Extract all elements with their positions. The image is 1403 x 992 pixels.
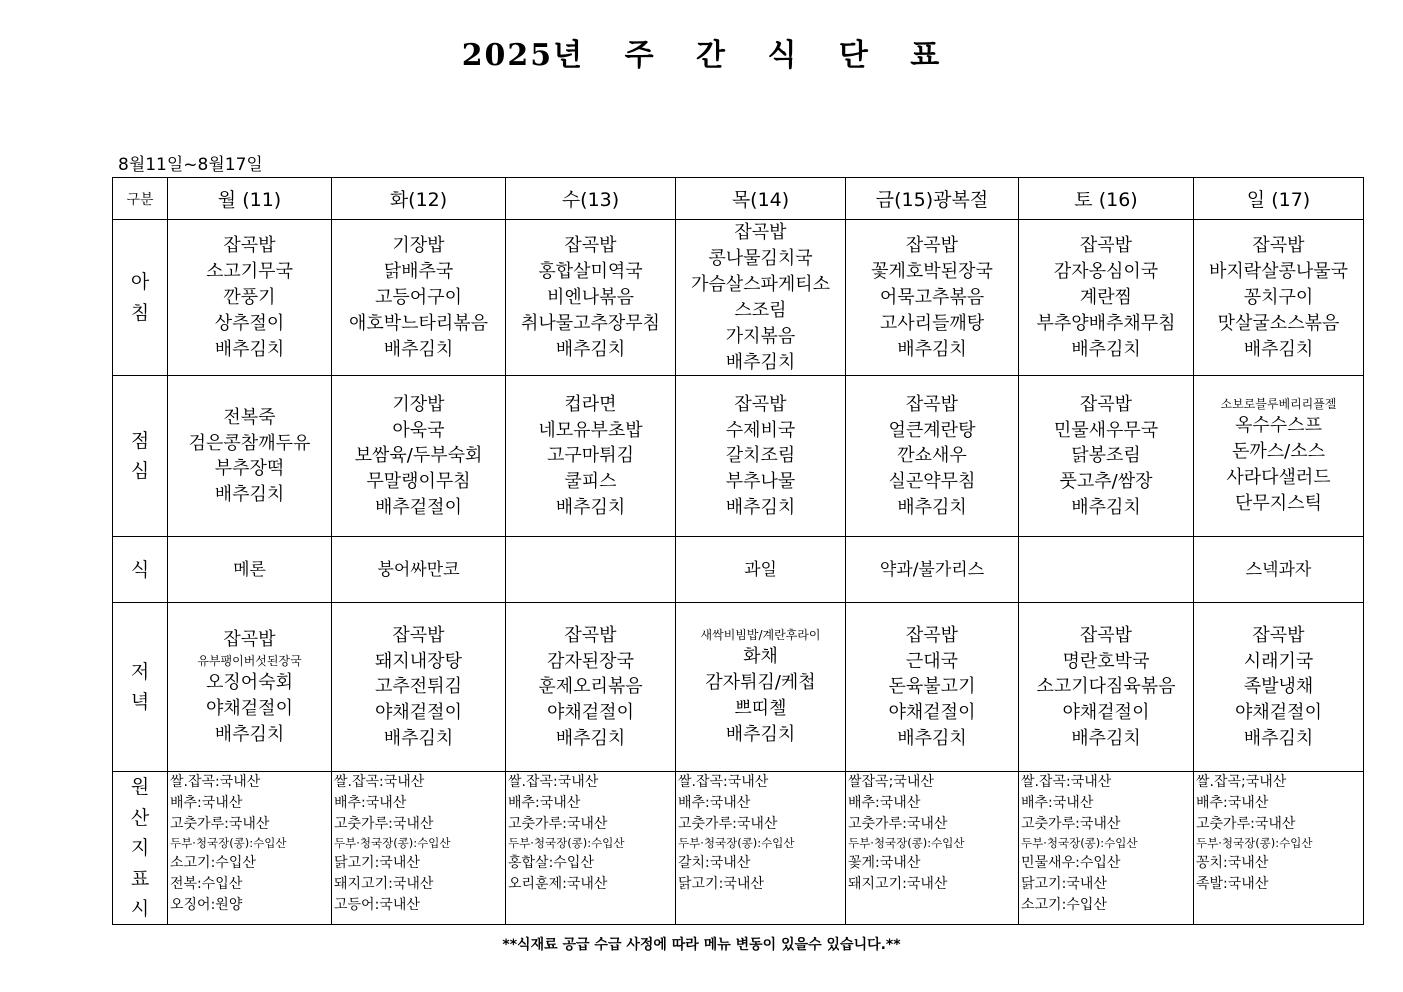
snack-row <box>113 537 1364 603</box>
dinner-menu-cell <box>506 603 676 772</box>
menu-item: 시래기국 <box>1243 650 1314 672</box>
menu-item: 실곤약무침 <box>888 471 976 493</box>
menu-item: 부추나물 <box>725 471 796 493</box>
lunch-menu-cell <box>168 376 332 537</box>
header-day-tue: 화(12) <box>332 178 506 220</box>
menu-item: 감자옹심이국 <box>1053 260 1159 282</box>
snack-row-label <box>113 537 168 603</box>
menu-item: 훈제오리볶음 <box>538 676 643 698</box>
weekly-menu-table <box>112 177 1364 925</box>
menu-item: 돈육불고기 <box>888 676 976 698</box>
breakfast-row-label <box>113 220 168 376</box>
origin-label-char: 표 <box>130 867 150 890</box>
origin-line: 닭고기:국내산 <box>1021 875 1107 892</box>
menu-item: 아욱국 <box>392 419 445 441</box>
menu-item: 소고기무국 <box>206 260 293 282</box>
menu-item: 족발냉채 <box>1243 676 1314 698</box>
origin-line: 배추:국내산 <box>1021 795 1094 812</box>
menu-item: 배추김치 <box>725 351 796 373</box>
origin-line: 갈치:국내산 <box>678 854 751 871</box>
menu-item: 맛살굴소스볶음 <box>1217 312 1340 334</box>
origin-line: 배추:국내산 <box>508 795 581 812</box>
menu-item: 배추김치 <box>383 338 454 360</box>
menu-item: 깐쇼새우 <box>897 445 967 467</box>
origin-line: 쌀잡곡;국내산 <box>848 774 934 791</box>
origin-line: 고춧가루:국내산 <box>848 816 948 833</box>
origin-cell <box>332 772 506 925</box>
menu-item: 돼지내장탕 <box>375 650 462 672</box>
menu-item: 민물새우무국 <box>1053 419 1159 441</box>
menu-item: 검은콩참깨두유 <box>188 432 311 454</box>
origin-line: 두부·청국장(콩):수입산 <box>1021 836 1138 851</box>
menu-item: 수제비국 <box>725 419 796 441</box>
dinner-menu-cell <box>168 603 332 772</box>
date-range: 8월11일~8월17일 <box>118 155 263 175</box>
origin-line: 두부·청국장(콩):수입산 <box>170 836 287 851</box>
menu-item: 소보로블루베리리플젤 <box>1220 396 1337 411</box>
menu-item: 야채겉절이 <box>1235 702 1322 724</box>
snack-cell <box>1019 537 1194 603</box>
snack-label-char: 식 <box>130 558 150 581</box>
origin-line: 고춧가루:국내산 <box>1196 816 1296 833</box>
menu-item: 배추김치 <box>897 728 967 750</box>
origin-row-label <box>113 772 168 925</box>
snack-cell: 스넥과자 <box>1194 537 1364 603</box>
origin-cell <box>676 772 846 925</box>
menu-item: 배추김치 <box>725 497 796 519</box>
menu-item: 애호박느타리볶음 <box>348 312 489 334</box>
menu-item: 꽃게호박된장국 <box>871 260 993 282</box>
menu-item: 쁘띠첼 <box>734 698 787 720</box>
origin-line: 쌀.잡곡;국내산 <box>1196 774 1287 791</box>
menu-item: 얼큰계란탕 <box>888 419 976 441</box>
origin-line: 배추:국내산 <box>170 795 243 812</box>
origin-line: 돼지고기:국내산 <box>848 875 948 892</box>
menu-item: 배추김치 <box>214 723 285 745</box>
menu-item: 잡곡밥 <box>1079 393 1133 415</box>
menu-item: 배추김치 <box>383 728 454 750</box>
origin-line: 고등어:국내산 <box>334 896 420 913</box>
menu-item: 옥수수스프 <box>1235 415 1322 437</box>
origin-line: 쌀.잡곡:국내산 <box>170 774 261 791</box>
menu-item: 가슴살스파게티소 <box>690 273 831 295</box>
origin-line: 꽁치:국내산 <box>1196 854 1269 871</box>
dinner-label-char: 저 <box>130 661 150 684</box>
menu-item: 취나물고추장무침 <box>520 312 661 334</box>
menu-item: 잡곡밥 <box>905 624 959 646</box>
menu-item: 배추김치 <box>1243 728 1314 750</box>
menu-item: 유부팽이버섯된장국 <box>197 653 302 668</box>
menu-item: 잡곡밥 <box>392 624 445 646</box>
origin-line: 소고기:수입산 <box>170 854 256 871</box>
breakfast-menu-cell <box>846 220 1019 376</box>
menu-item: 잡곡밥 <box>734 393 787 415</box>
menu-item: 잡곡밥 <box>223 628 276 650</box>
origin-cell <box>1019 772 1194 925</box>
menu-item: 닭봉조림 <box>1071 445 1141 467</box>
snack-cell: 붕어싸만코 <box>332 537 506 603</box>
menu-item: 오징어숙회 <box>206 672 293 694</box>
lunch-row-label <box>113 376 168 537</box>
snack-cell <box>506 537 676 603</box>
origin-line: 전복:수입산 <box>170 875 243 892</box>
menu-item: 소고기다짐육볶음 <box>1036 676 1176 698</box>
origin-line: 배추:국내산 <box>1196 795 1269 812</box>
breakfast-menu-cell <box>676 220 846 376</box>
menu-item: 콩나물김치국 <box>708 247 813 269</box>
dinner-row <box>113 603 1364 772</box>
menu-item: 배추김치 <box>214 338 285 360</box>
page-title: 2025년 주 간 식 단 표 <box>461 38 942 73</box>
origin-line: 배추:국내산 <box>334 795 407 812</box>
origin-line: 쌀.잡곡:국내산 <box>334 774 425 791</box>
breakfast-menu-cell <box>332 220 506 376</box>
lunch-menu-cell <box>506 376 676 537</box>
origin-line: 두부·청국장(콩):수입산 <box>848 836 965 851</box>
menu-item: 명란호박국 <box>1062 650 1150 672</box>
menu-item: 전복죽 <box>223 406 276 428</box>
origin-cell <box>846 772 1019 925</box>
origin-line: 고춧가루:국내산 <box>334 816 434 833</box>
menu-item: 배추김치 <box>1071 338 1141 360</box>
origin-line: 오리훈제:국내산 <box>508 875 608 892</box>
snack-cell: 과일 <box>676 537 846 603</box>
menu-item: 풋고추/쌈장 <box>1059 471 1153 493</box>
menu-item: 배추김치 <box>897 338 967 360</box>
menu-item: 야채겉절이 <box>1062 702 1150 724</box>
origin-line: 고춧가루:국내산 <box>508 816 608 833</box>
menu-item: 잡곡밥 <box>223 234 276 256</box>
menu-item: 계란찜 <box>1079 286 1133 308</box>
menu-item: 보쌈육/두부숙회 <box>354 445 483 467</box>
menu-item: 야채겉절이 <box>547 702 634 724</box>
breakfast-menu-cell <box>168 220 332 376</box>
breakfast-menu-cell <box>1194 220 1364 376</box>
header-day-fri: 금(15)광복절 <box>846 178 1019 220</box>
menu-item: 감자된장국 <box>547 650 634 672</box>
origin-line: 오징어:원양 <box>170 896 243 913</box>
menu-item: 사라다샐러드 <box>1226 467 1331 489</box>
dinner-menu-cell <box>1019 603 1194 772</box>
menu-item: 무말랭이무침 <box>366 471 471 493</box>
origin-cell <box>168 772 332 925</box>
origin-line: 홍합살:수입산 <box>508 854 594 871</box>
menu-item: 배추김치 <box>1071 497 1141 519</box>
header-day-sat: 토 (16) <box>1019 178 1194 220</box>
header-row <box>113 178 1364 220</box>
menu-item: 잡곡밥 <box>1252 624 1305 646</box>
menu-item: 기장밥 <box>392 393 445 415</box>
lunch-label-char: 심 <box>130 460 150 483</box>
menu-item: 배추김치 <box>1071 728 1141 750</box>
menu-item: 네모유부초밥 <box>538 419 643 441</box>
menu-item: 부추장떡 <box>214 458 285 480</box>
origin-label-char: 시 <box>130 898 150 920</box>
menu-item: 갈치조림 <box>725 445 796 467</box>
origin-label-char: 산 <box>130 806 150 829</box>
menu-item: 배추김치 <box>214 484 285 506</box>
origin-line: 두부·청국장(콩):수입산 <box>334 836 451 851</box>
menu-item: 배추김치 <box>1243 338 1314 360</box>
header-day-thu: 목(14) <box>676 178 846 220</box>
origin-cell <box>1194 772 1364 925</box>
menu-item: 근대국 <box>905 650 959 672</box>
menu-item: 배추김치 <box>555 728 626 750</box>
menu-item: 단무지스틱 <box>1235 492 1322 514</box>
dinner-label-char: 녁 <box>130 691 150 714</box>
menu-item: 닭배추국 <box>383 260 454 282</box>
menu-item: 배추김치 <box>897 497 967 519</box>
menu-item: 비엔나볶음 <box>547 286 634 308</box>
menu-item: 부추양배추채무침 <box>1036 312 1176 334</box>
lunch-menu-cell <box>1194 376 1364 537</box>
breakfast-row <box>113 220 1364 376</box>
menu-item: 잡곡밥 <box>905 234 959 256</box>
origin-label-char: 지 <box>130 837 150 860</box>
origin-line: 쌀.잡곡:국내산 <box>1021 774 1112 791</box>
menu-item: 잡곡밥 <box>734 222 787 243</box>
origin-line: 닭고기:국내산 <box>334 854 420 871</box>
menu-item: 감자튀김/케첩 <box>705 672 816 694</box>
origin-line: 두부·청국장(콩):수입산 <box>508 836 625 851</box>
snack-cell: 약과/불가리스 <box>846 537 1019 603</box>
breakfast-label-char: 침 <box>130 301 150 324</box>
menu-item: 돈까스/소스 <box>1231 441 1325 463</box>
menu-item: 화채 <box>743 646 778 668</box>
header-day-sun: 일 (17) <box>1194 178 1364 220</box>
menu-item: 고추전튀김 <box>375 676 462 698</box>
menu-item: 배추겉절이 <box>375 497 462 519</box>
origin-line: 고춧가루:국내산 <box>170 816 270 833</box>
origin-line: 두부·청국장(콩):수입산 <box>678 836 795 851</box>
origin-line: 고춧가루:국내산 <box>1021 816 1121 833</box>
lunch-menu-cell <box>1019 376 1194 537</box>
menu-item: 쿨피스 <box>564 471 617 493</box>
origin-line: 소고기:수입산 <box>1021 896 1107 913</box>
menu-item: 배추김치 <box>555 338 626 360</box>
menu-item: 야채겉절이 <box>375 702 462 724</box>
menu-item: 고구마튀김 <box>547 445 634 467</box>
menu-item: 가지볶음 <box>725 325 796 347</box>
footer-note: **식재료 공급 수급 사정에 따라 메뉴 변동이 있을수 있습니다.** <box>502 937 901 953</box>
menu-item: 잡곡밥 <box>564 234 617 256</box>
menu-item: 잡곡밥 <box>564 624 617 646</box>
menu-item: 새싹비빔밥/계란후라이 <box>700 627 821 642</box>
menu-item: 야채겉절이 <box>206 698 293 720</box>
origin-line: 족발:국내산 <box>1196 875 1269 892</box>
origin-label-char: 원 <box>130 776 150 799</box>
menu-item: 깐풍기 <box>223 286 276 308</box>
origin-line: 쌀.잡곡:국내산 <box>678 774 769 791</box>
lunch-menu-cell <box>846 376 1019 537</box>
menu-item: 잡곡밥 <box>1079 234 1133 256</box>
origin-line: 닭고기:국내산 <box>678 875 764 892</box>
origin-line: 고춧가루:국내산 <box>678 816 778 833</box>
menu-item: 어묵고추볶음 <box>879 286 985 308</box>
dinner-menu-cell <box>846 603 1019 772</box>
origin-line: 쌀.잡곡:국내산 <box>508 774 599 791</box>
menu-item: 꽁치구이 <box>1243 286 1314 308</box>
menu-item: 홍합살미역국 <box>538 260 643 282</box>
dinner-menu-cell <box>332 603 506 772</box>
header-gubun: 구분 <box>113 178 168 220</box>
breakfast-label-char: 아 <box>130 271 150 294</box>
menu-item: 바지락살콩나물국 <box>1208 260 1349 282</box>
dinner-menu-cell <box>676 603 846 772</box>
origin-line: 배추:국내산 <box>678 795 751 812</box>
header-day-wed: 수(13) <box>506 178 676 220</box>
origin-line: 배추:국내산 <box>848 795 921 812</box>
lunch-label-char: 점 <box>130 430 150 453</box>
breakfast-menu-cell <box>506 220 676 376</box>
header-day-mon: 월 (11) <box>168 178 332 220</box>
snack-cell: 메론 <box>168 537 332 603</box>
menu-item: 스조림 <box>734 299 787 321</box>
origin-line: 민물새우:수입산 <box>1021 854 1121 871</box>
origin-row <box>113 772 1364 925</box>
menu-item: 기장밥 <box>392 234 445 256</box>
lunch-menu-cell <box>676 376 846 537</box>
dinner-row-label <box>113 603 168 772</box>
menu-item: 배추김치 <box>555 497 626 519</box>
menu-item: 고사리들깨탕 <box>879 312 985 334</box>
menu-item: 야채겉절이 <box>888 702 976 724</box>
origin-cell <box>506 772 676 925</box>
menu-item: 잡곡밥 <box>1079 624 1133 646</box>
breakfast-menu-cell <box>1019 220 1194 376</box>
menu-item: 잡곡밥 <box>1252 234 1305 256</box>
lunch-row <box>113 376 1364 537</box>
origin-line: 돼지고기:국내산 <box>334 875 434 892</box>
menu-item: 상추절이 <box>214 312 285 334</box>
menu-item: 컵라면 <box>564 393 617 415</box>
lunch-menu-cell <box>332 376 506 537</box>
dinner-menu-cell <box>1194 603 1364 772</box>
origin-line: 꽃게:국내산 <box>848 854 921 871</box>
menu-item: 잡곡밥 <box>905 393 959 415</box>
origin-line: 두부·청국장(콩):수입산 <box>1196 836 1313 851</box>
menu-item: 고등어구이 <box>375 286 462 308</box>
menu-item: 배추김치 <box>725 723 796 745</box>
